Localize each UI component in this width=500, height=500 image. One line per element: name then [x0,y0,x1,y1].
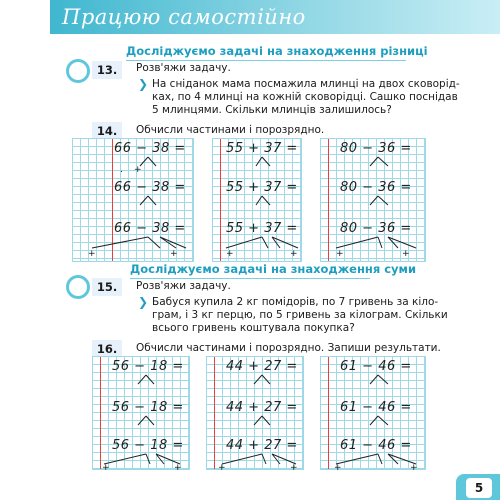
task-16-instruction: Обчисли частинами і порозрядно. Запиши результати. [136,342,441,354]
expr-14-1a: 66 − 38 = [114,141,186,156]
expr-14-2b: 55 + 37 = [226,180,298,195]
task-15-number: 15. [92,278,122,296]
expr-16-2b: 44 + 27 = [226,400,298,415]
task-16-number: 16. [92,340,122,358]
plus-sign: + [334,463,342,473]
plus-sign: + [336,249,344,259]
page-number: 5 [466,478,492,498]
expr-16-2c: 44 + 27 = [226,438,298,453]
task-13-instruction: Розв'яжи задачу. [136,62,231,74]
expr-16-3a: 61 − 46 = [340,359,412,374]
expr-16-3c: 61 − 46 = [340,438,412,453]
expr-16-1b: 56 − 18 = [112,400,184,415]
section-title-difference: Досліджуємо задачі на знаходження різниці [126,44,428,58]
plus-sign: + [410,463,418,473]
banner-title: Працюю самостійно [62,5,306,29]
plus-sign: + [290,249,298,259]
expr-16-2a: 44 + 27 = [226,359,298,374]
expr-14-2c: 55 + 37 = [226,221,298,236]
plus-sign: + [402,249,410,259]
expr-14-3b: 80 − 36 = [340,180,412,195]
expr-14-3a: 80 − 36 = [340,141,412,156]
plus-sign: + [102,463,110,473]
task-13-line-3: 5 млинцями. Скільки млинців залишилось? [152,104,392,116]
expr-16-1c: 56 − 18 = [112,438,184,453]
expr-16-3b: 61 − 46 = [340,400,412,415]
chevron-right-icon: ❯ [138,77,149,91]
expr-14-2a: 55 + 37 = [226,141,298,156]
plus-sign: + [218,463,226,473]
task-14-instruction: Обчисли частинами і порозрядно. [136,124,325,136]
dot-sign: . [120,165,123,175]
task-15-instruction: Розв'яжи задачу. [136,280,231,292]
expr-14-1b: 66 − 38 = [114,180,186,195]
plus-sign: + [88,249,96,259]
task-13-line-1: На сніданок мама посмажила млинці на двох сковорід- [152,78,460,90]
section-title-sum: Досліджуємо задачі на знаходження суми [130,262,417,276]
task-15-line-3: всього гривень коштувала покупка? [152,322,355,334]
task-14-number: 14. [92,122,122,140]
task-15-line-2: грам, і 3 кг перцю, по 5 гривень за кілограм. Скільки [152,309,448,321]
chevron-right-icon: ❯ [138,295,149,309]
plus-sign: + [290,463,298,473]
plus-sign: + [174,463,182,473]
expr-14-1c: 66 − 38 = [114,221,186,236]
task-13-line-2: ках, по 4 млинці на кожній сковорідці. Сашко поснідав [152,91,458,103]
expr-14-3c: 80 − 36 = [340,221,412,236]
plus-sign: + [226,249,234,259]
plus-sign: + [134,165,142,175]
expr-16-1a: 56 − 18 = [112,359,184,374]
task-13-number: 13. [92,61,122,79]
task-15-line-1: Бабуся купила 2 кг помідорів, по 7 гривень за кіло- [152,296,439,308]
plus-sign: + [170,249,178,259]
